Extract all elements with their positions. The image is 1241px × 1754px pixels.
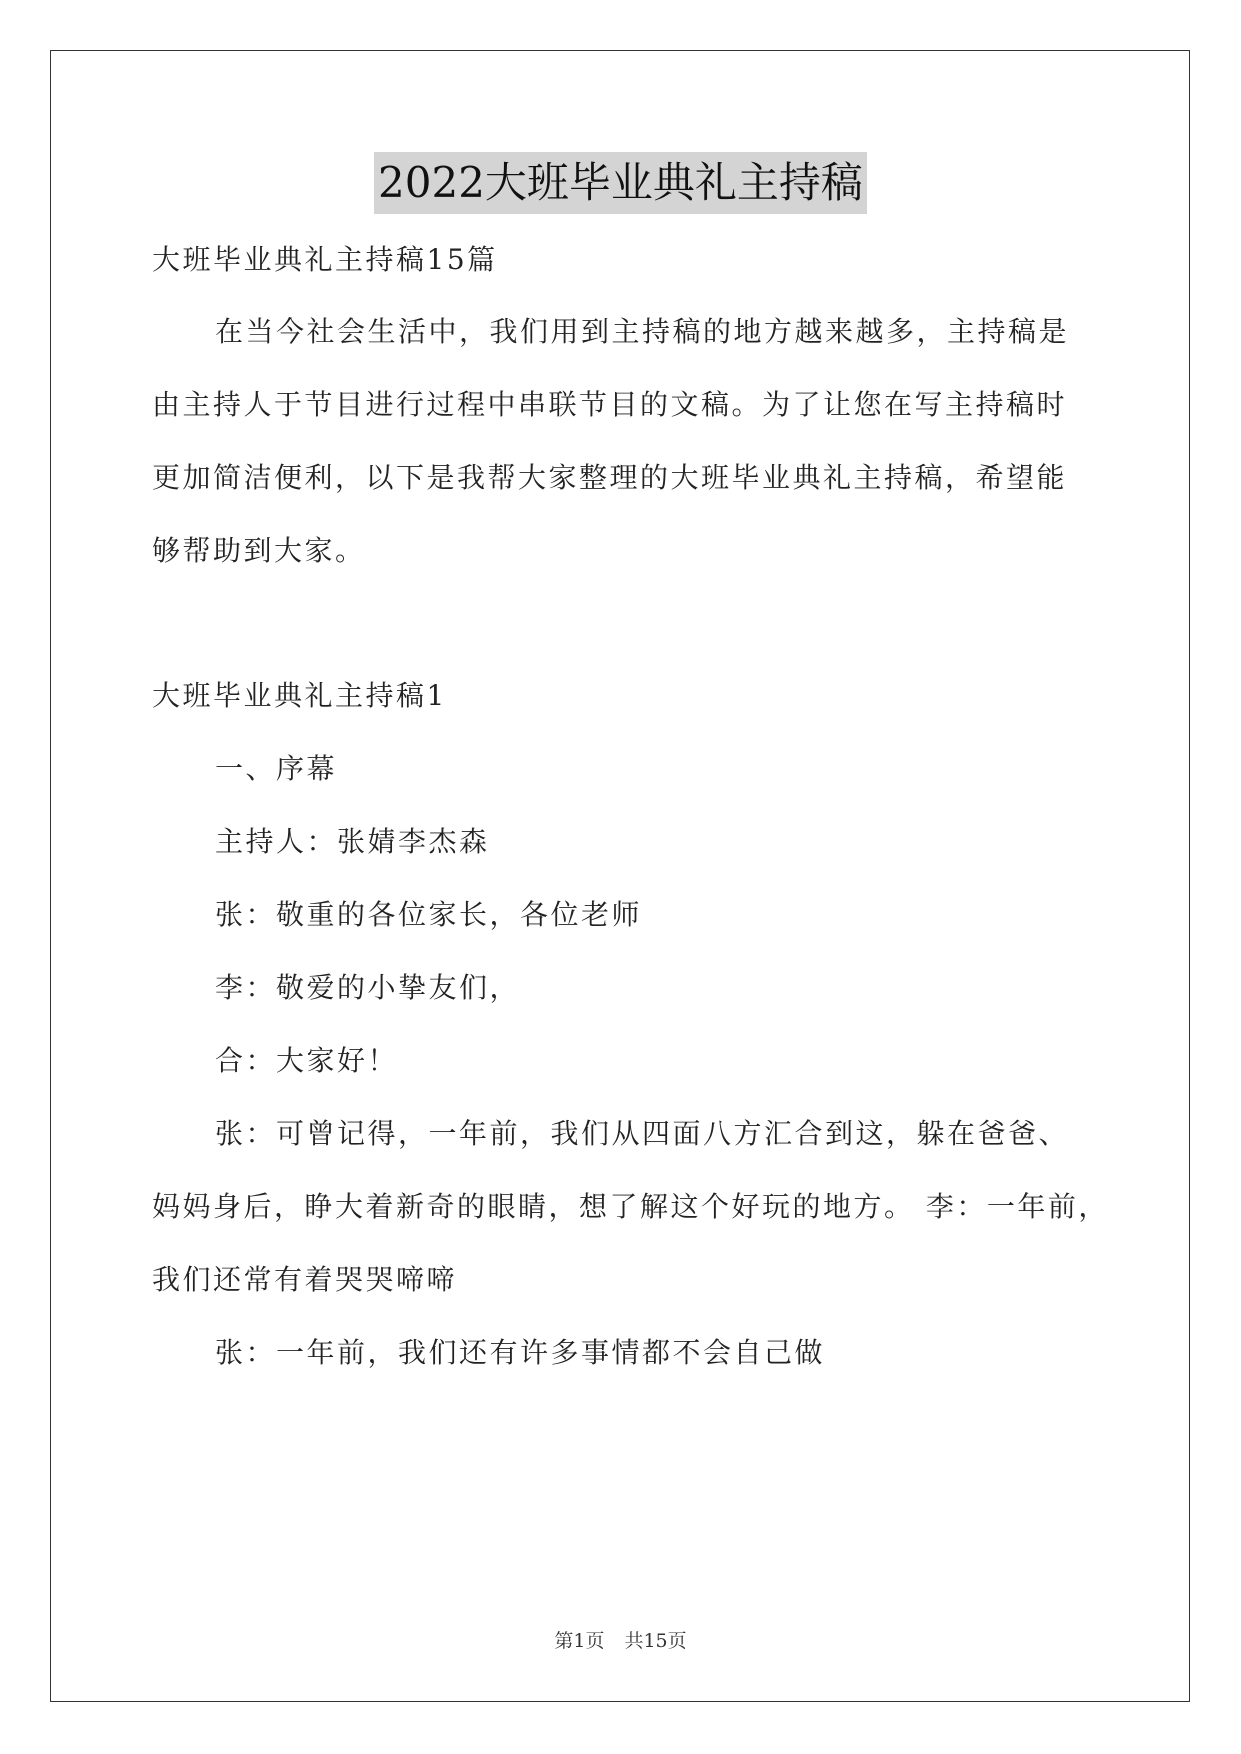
- paragraph-line: 李：敬爱的小挚友们，: [215, 971, 521, 1004]
- paragraph-line: 主持人：张婧李杰森: [215, 825, 490, 858]
- page-total: 共15页: [624, 1630, 687, 1652]
- paragraph-line: 更加简洁便利，以下是我帮大家整理的大班毕业典礼主持稿，希望能: [152, 461, 1068, 494]
- paragraph-line: 张：可曾记得，一年前，我们从四面八方汇合到这，躲在爸爸、: [215, 1117, 1070, 1150]
- paragraph-line: 一、序幕: [215, 752, 338, 785]
- document-title: 2022大班毕业典礼主持稿: [374, 152, 867, 214]
- paragraph-line: 张：一年前，我们还有许多事情都不会自己做: [215, 1336, 826, 1369]
- section-heading: 大班毕业典礼主持稿1: [152, 679, 447, 712]
- page-number: 第1页: [554, 1630, 605, 1652]
- page-frame: [50, 50, 1190, 1702]
- paragraph-line: 在当今社会生活中，我们用到主持稿的地方越来越多，主持稿是: [215, 315, 1070, 348]
- subtitle-line: 大班毕业典礼主持稿15篇: [152, 243, 498, 276]
- paragraph-line: 张：敬重的各位家长，各位老师: [215, 898, 643, 931]
- paragraph-line: 够帮助到大家。: [152, 534, 366, 567]
- paragraph-line: 合：大家好！: [215, 1044, 399, 1077]
- title-container: [0, 152, 1241, 214]
- paragraph-line: 妈妈身后，睁大着新奇的眼睛，想了解这个好玩的地方。 李：一年前，: [152, 1190, 1109, 1223]
- paragraph-line: 我们还常有着哭哭啼啼: [152, 1263, 458, 1296]
- page-footer: [0, 1628, 1241, 1654]
- paragraph-line: 由主持人于节目进行过程中串联节目的文稿。为了让您在写主持稿时: [152, 388, 1068, 421]
